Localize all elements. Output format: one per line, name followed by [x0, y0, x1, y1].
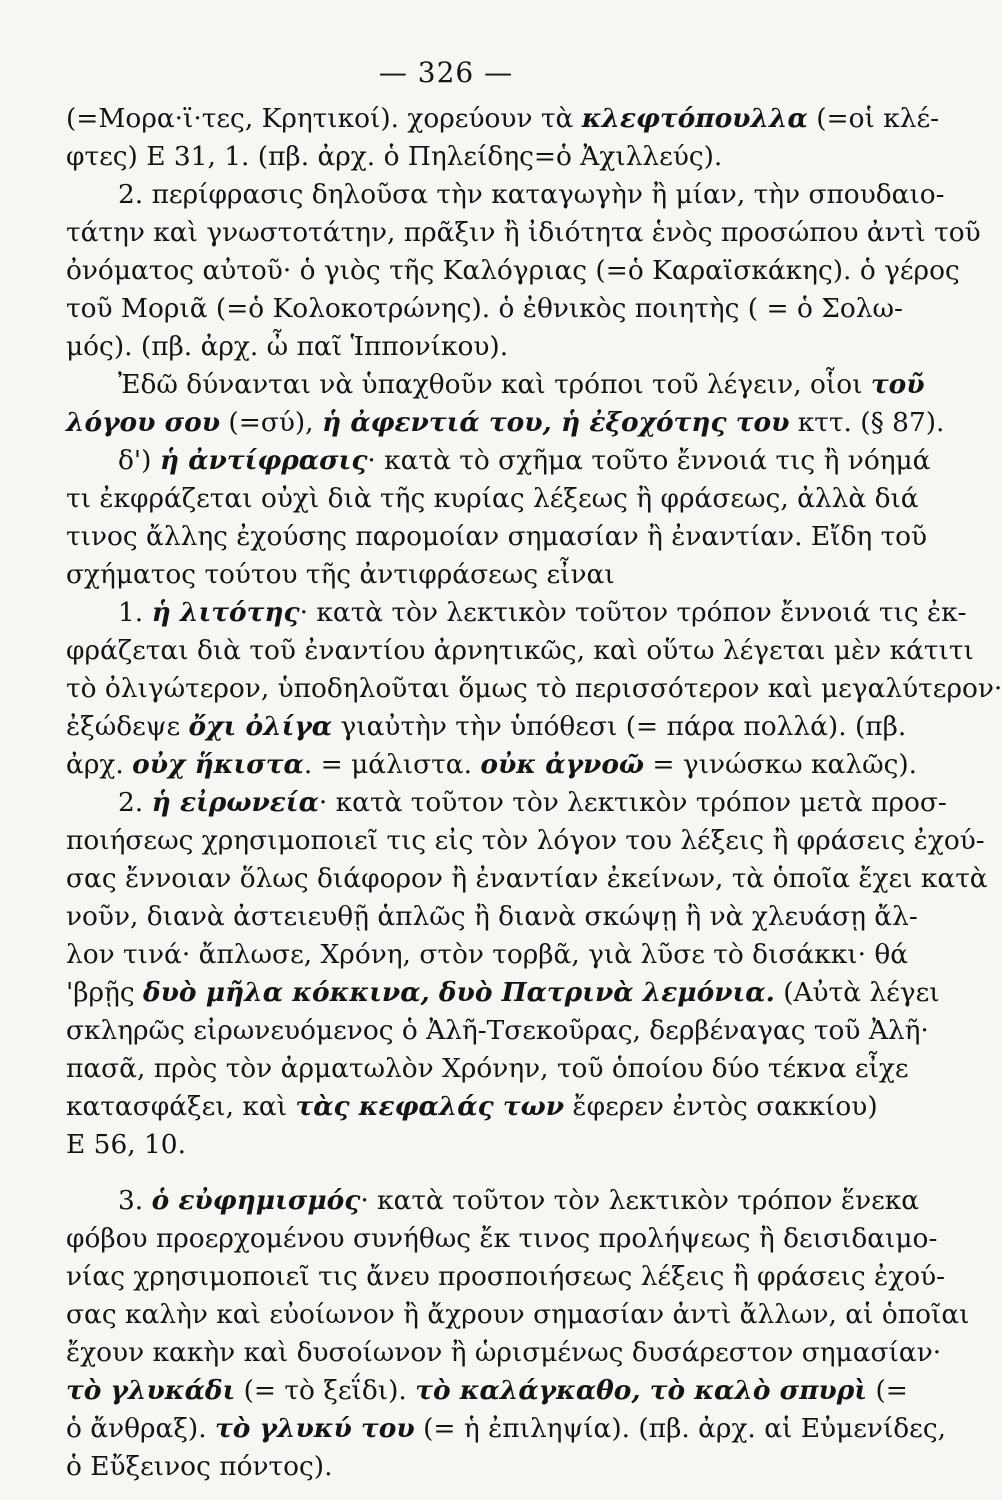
text-line	[66, 1220, 938, 1258]
text-run: (=	[867, 1375, 908, 1406]
emphasized-term: ὁ εὐφημισμός	[151, 1185, 361, 1216]
text-line	[66, 708, 907, 746]
text-line	[66, 290, 903, 328]
emphasized-term: ἡ εἰρωνεία	[151, 787, 319, 818]
emphasized-term: τοῦ	[870, 369, 925, 400]
emphasized-term: τὸ γλυκάδι	[66, 1375, 236, 1406]
text-run: ἐξώδεψε	[66, 711, 189, 742]
text-run: φόβου προερχομένου συνήθως ἔκ τινος προλήψεως ἢ δεισιδαιμο-	[66, 1223, 938, 1254]
text-line	[66, 822, 985, 860]
text-run: φτες) Ε 31, 1. (πβ. ἀρχ. ὁ Πηλείδης=ὁ Ἀχιλλεύς).	[66, 141, 723, 172]
text-run: σχήματος τούτου τῆς ἀντιφράσεως εἶναι	[66, 559, 615, 590]
text-line	[66, 1012, 929, 1050]
text-run: Ἐδῶ δύνανται νὰ ὑπαχθοῦν καὶ τρόποι τοῦ λέγειν, οἷοι	[118, 369, 871, 400]
text-run: λον τινά· ἄπλωσε, Χρόνη, στὸν τορβᾶ, γιὰ λῦσε τὸ δισάκκι· θά	[66, 939, 909, 970]
text-run: 1.	[118, 597, 152, 628]
text-run: (Αὐτὰ λέγει	[774, 977, 940, 1008]
emphasized-term: τὸ καλάγκαθο, τὸ καλὸ σπυρὶ	[415, 1375, 868, 1406]
text-line	[66, 670, 1002, 708]
text-run: · κατὰ τὸ σχῆμα τοῦτο ἔννοιά τις ἢ νόημά	[367, 445, 931, 476]
text-line	[66, 1050, 909, 1088]
emphasized-term: οὐχ ἥκιστα	[132, 749, 304, 780]
text-run: · κατὰ τοῦτον τὸν λεκτικὸν τρόπον ἕνεκα	[360, 1185, 920, 1216]
text-run: γιαὐτὴν τὴν ὑπόθεσι (= πάρα πολλά). (πβ.	[332, 711, 907, 742]
text-line	[66, 556, 838, 594]
emphasized-term: οὐκ ἀγνοῶ	[480, 749, 645, 780]
text-line	[66, 784, 947, 822]
text-run: 2. περίφρασις δηλοῦσα τὴν καταγωγὴν ἢ μίαν, τὴν σπουδαιο-	[118, 179, 945, 210]
body-text	[66, 100, 1002, 1486]
text-run: ἔφερεν ἐντὸς σακκίου)	[564, 1091, 878, 1122]
emphasized-term: τὸ γλυκύ του	[214, 1413, 415, 1444]
text-run: μός). (πβ. ἀρχ. ὦ παῖ Ἱππονίκου).	[66, 331, 509, 362]
emphasized-term: δυὸ μῆλα κόκκινα, δυὸ Πατρινὰ λεμόνια.	[143, 977, 775, 1008]
text-run: κττ. (§ 87).	[789, 407, 945, 438]
text-run: τὸ ὀλιγώτερον, ὑποδηλοῦται ὅμως τὸ περισσότερον καὶ μεγαλύτερον·	[66, 673, 1002, 704]
text-line	[66, 1182, 920, 1220]
text-run: 2.	[118, 787, 152, 818]
text-run: · κατὰ τοῦτον τὸν λεκτικὸν τρόπον μετὰ προσ-	[318, 787, 947, 818]
text-line	[66, 1334, 942, 1372]
emphasized-term: ὄχι ὀλίγα	[188, 711, 333, 742]
text-run: σας ἔννοιαν ὅλως διάφορον ἢ ἐναντίαν ἐκείνων, τὰ ὁποῖα ἔχει κατὰ	[66, 863, 988, 894]
text-run: ὁ ἄνθραξ).	[66, 1413, 215, 1444]
text-run: · κατὰ τὸν λεκτικὸν τοῦτον τρόπον ἔννοιά τις ἐκ-	[299, 597, 967, 628]
text-run: νίας χρησιμοποιεῖ τις ἄνευ προσποιήσεως λέξεις ἢ φράσεις ἐχού-	[66, 1261, 946, 1292]
page-number: — 326 —	[378, 56, 514, 89]
text-line	[66, 214, 981, 252]
text-line	[66, 1372, 908, 1410]
text-run: (= τὸ ξεΐδι).	[235, 1375, 416, 1406]
text-run: ὀνόματος αὐτοῦ· ὁ γιὸς τῆς Καλόγριας (=ὁ Καραϊσκάκης). ὁ γέρος	[66, 255, 960, 286]
text-line	[66, 328, 838, 366]
text-line	[66, 974, 940, 1012]
text-line	[66, 594, 967, 632]
text-line	[66, 936, 909, 974]
text-run: τάτην καὶ γνωστοτάτην, πρᾶξιν ἢ ἰδιότητα ἑνὸς προσώπου ἀντὶ τοῦ	[66, 217, 981, 248]
text-line	[66, 252, 960, 290]
text-run: ὁ Εὔξεινος πόντος).	[66, 1451, 333, 1482]
text-run: δ')	[118, 445, 160, 476]
text-run: (=σύ),	[220, 407, 322, 438]
text-run: νοῦν, διανὰ ἀστειευθῇ ἁπλῶς ἢ διανὰ σκώψῃ ἢ νὰ χλευάσῃ ἄλ-	[66, 901, 918, 932]
text-line	[66, 898, 918, 936]
text-run: (=οἱ κλέ-	[807, 103, 940, 134]
text-run: φράζεται διὰ τοῦ ἐναντίου ἀρνητικῶς, καὶ οὕτω λέγεται μὲν κάτιτι	[66, 635, 974, 666]
text-line	[66, 860, 988, 898]
text-line	[66, 1126, 838, 1164]
text-run: σκληρῶς εἰρωνευόμενος ὁ Ἀλῆ-Τσεκοῦρας, δερβέναγας τοῦ Ἀλῆ·	[66, 1015, 929, 1046]
text-line	[66, 1088, 878, 1126]
text-run: 'βρῇς	[66, 977, 144, 1008]
emphasized-term: τὰς κεφαλάς των	[295, 1091, 565, 1122]
text-line	[66, 480, 919, 518]
text-run: σας καλὴν καὶ εὐοίωνον ἢ ἄχρουν σημασίαν ἀντὶ ἄλλων, αἱ ὁποῖαι	[66, 1299, 970, 1330]
paragraph-gap	[66, 1164, 838, 1182]
text-line	[66, 442, 931, 480]
text-run: Ε 56, 10.	[66, 1129, 186, 1160]
text-run: (=Μορα·ϊ·τες, Κρητικοί). χορεύουν τὰ	[66, 103, 582, 134]
text-run: ἀρχ.	[66, 749, 133, 780]
emphasized-term: κλεφτόπουλλα	[581, 103, 808, 134]
text-line	[66, 138, 838, 176]
text-line	[66, 1410, 947, 1448]
text-line	[66, 366, 925, 404]
text-run: ποιήσεως χρησιμοποιεῖ τις εἰς τὸν λόγον του λέξεις ἢ φράσεις ἐχού-	[66, 825, 985, 856]
text-line	[66, 632, 974, 670]
text-run: τοῦ Μοριᾶ (=ὁ Κολοκοτρώνης). ὁ ἐθνικὸς ποιητὴς ( = ὁ Σολω-	[66, 293, 903, 324]
text-run: ἔχουν κακὴν καὶ δυσοίωνον ἢ ὡρισμένως δυσάρεστον σημασίαν·	[66, 1337, 942, 1368]
emphasized-term: λόγου σου	[66, 407, 221, 438]
text-line	[66, 1258, 946, 1296]
text-line	[66, 1296, 970, 1334]
text-line	[66, 746, 918, 784]
text-line	[66, 518, 928, 556]
text-line	[66, 404, 945, 442]
text-run: = γινώσκω καλῶς).	[644, 749, 918, 780]
text-run: πασᾶ, πρὸς τὸν ἀρματωλὸν Χρόνην, τοῦ ὁποίου δύο τέκνα εἶχε	[66, 1053, 909, 1084]
emphasized-term: ἡ ἀντίφρασις	[159, 445, 368, 476]
text-run: κατασφάξει, καὶ	[66, 1091, 296, 1122]
text-line	[66, 1448, 838, 1486]
emphasized-term: ἡ ἀφεντιά του, ἡ ἐξοχότης του	[321, 407, 790, 438]
text-line	[66, 100, 940, 138]
text-run: (= ἡ ἐπιληψία). (πβ. ἀρχ. αἱ Εὐμενίδες,	[414, 1413, 947, 1444]
text-line	[66, 176, 945, 214]
text-run: τι ἐκφράζεται οὐχὶ διὰ τῆς κυρίας λέξεως ἢ φράσεως, ἀλλὰ διά	[66, 483, 919, 514]
text-run: . = μάλιστα.	[303, 749, 481, 780]
emphasized-term: ἡ λιτότης	[151, 597, 300, 628]
text-run: 3.	[118, 1185, 152, 1216]
text-run: τινος ἄλλης ἐχούσης παρομοίαν σημασίαν ἢ ἐναντίαν. Εἴδη τοῦ	[66, 521, 928, 552]
